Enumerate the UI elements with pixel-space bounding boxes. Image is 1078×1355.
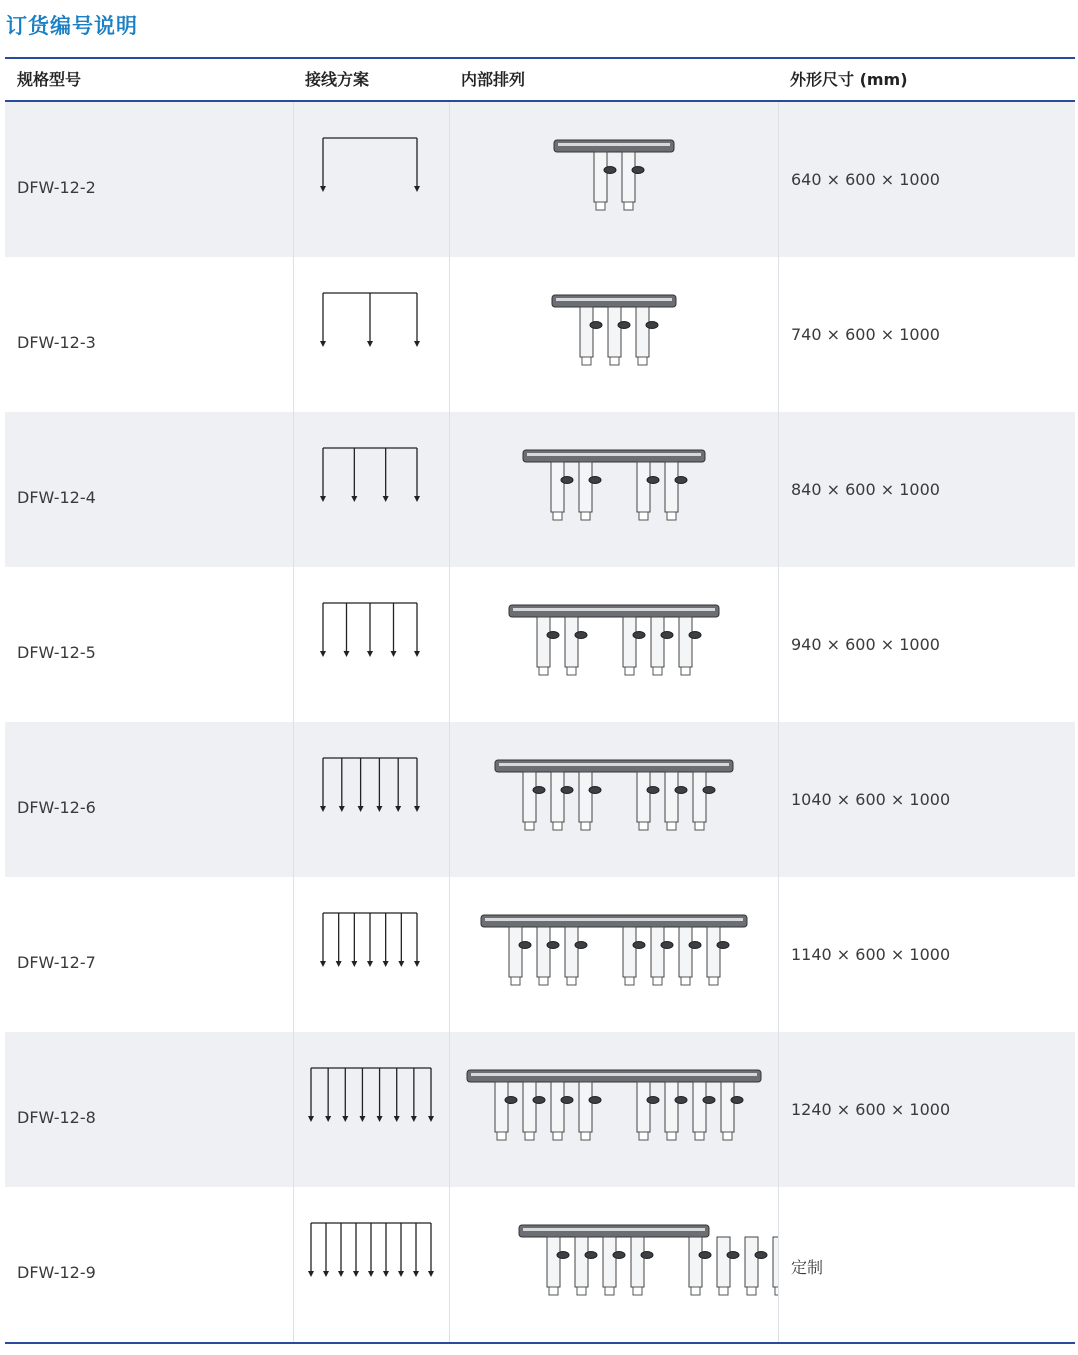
dimensions-cell xyxy=(778,722,1075,877)
bushing-unit xyxy=(495,1082,517,1140)
bushing-unit xyxy=(707,927,729,985)
model-number: DFW-12-8 xyxy=(17,1108,96,1127)
arrow-head-icon xyxy=(308,1271,314,1277)
model-cell xyxy=(5,877,293,1032)
dimensions-cell xyxy=(778,877,1075,1032)
model-cell xyxy=(5,257,293,412)
arrangement-cell xyxy=(449,257,778,412)
bushing-unit xyxy=(679,617,701,675)
internal-arrangement-drawing xyxy=(450,567,779,722)
internal-arrangement-drawing xyxy=(450,1187,779,1342)
arrow-head-icon xyxy=(398,961,404,967)
arrow-head-icon xyxy=(320,186,326,192)
arrow-head-icon xyxy=(377,1116,383,1122)
dimensions-cell xyxy=(778,1032,1075,1187)
bushing-unit xyxy=(594,152,616,210)
bushing-unit xyxy=(636,307,658,365)
wiring-diagram xyxy=(294,877,450,1032)
arrangement-cell xyxy=(449,722,778,877)
arrow-head-icon xyxy=(414,806,420,812)
arrow-head-icon xyxy=(395,806,401,812)
bushing-unit xyxy=(665,772,687,830)
model-number: DFW-12-6 xyxy=(17,798,96,817)
internal-arrangement-drawing xyxy=(450,257,779,412)
wiring-diagram xyxy=(294,1187,450,1342)
header-arrangement: 内部排列 xyxy=(461,70,526,89)
header-dimensions: 外形尺寸 (mm) xyxy=(790,70,908,89)
arrow-head-icon xyxy=(339,806,345,812)
wiring-diagram xyxy=(294,102,450,257)
table-row xyxy=(5,102,1075,257)
bushing-unit xyxy=(579,462,601,520)
bushing-unit xyxy=(623,617,645,675)
bushing-unit xyxy=(603,1237,625,1295)
table-header xyxy=(5,57,1075,102)
bushing-unit xyxy=(745,1237,767,1295)
arrow-head-icon xyxy=(320,651,326,657)
arrow-head-icon xyxy=(367,651,373,657)
busbar-highlight xyxy=(471,1073,757,1076)
arrow-head-icon xyxy=(320,496,326,502)
model-number: DFW-12-7 xyxy=(17,953,96,972)
table-row xyxy=(5,1187,1075,1342)
dimensions-value: 1140 × 600 × 1000 xyxy=(791,945,951,964)
arrangement-cell xyxy=(449,412,778,567)
table-body xyxy=(5,102,1075,1344)
bushing-unit xyxy=(637,772,659,830)
dimensions-cell xyxy=(778,412,1075,567)
model-cell xyxy=(5,722,293,877)
bushing-unit xyxy=(551,772,573,830)
bushing-unit xyxy=(693,772,715,830)
busbar-highlight xyxy=(485,918,743,921)
busbar-highlight xyxy=(556,298,672,301)
arrow-head-icon xyxy=(320,806,326,812)
internal-arrangement-drawing xyxy=(450,102,779,257)
bushing-unit xyxy=(551,462,573,520)
arrow-head-icon xyxy=(428,1271,434,1277)
bushing-unit xyxy=(523,1082,545,1140)
bushing-unit xyxy=(721,1082,743,1140)
arrow-head-icon xyxy=(414,961,420,967)
model-cell xyxy=(5,1032,293,1187)
bushing-unit xyxy=(579,772,601,830)
arrow-head-icon xyxy=(358,806,364,812)
arrow-head-icon xyxy=(413,1271,419,1277)
arrow-head-icon xyxy=(325,1116,331,1122)
arrow-head-icon xyxy=(414,651,420,657)
dimensions-cell xyxy=(778,567,1075,722)
wiring-diagram xyxy=(294,412,450,567)
bushing-unit xyxy=(565,927,587,985)
model-number: DFW-12-5 xyxy=(17,643,96,662)
arrow-head-icon xyxy=(353,1271,359,1277)
wiring-cell xyxy=(293,877,449,1032)
arrow-head-icon xyxy=(383,496,389,502)
arrangement-cell xyxy=(449,567,778,722)
bushing-unit xyxy=(622,152,644,210)
wiring-cell xyxy=(293,1032,449,1187)
header-wiring: 接线方案 xyxy=(305,70,370,89)
dimensions-value: 1240 × 600 × 1000 xyxy=(791,1100,951,1119)
order-number-table xyxy=(5,57,1075,1344)
model-cell xyxy=(5,567,293,722)
bushing-unit xyxy=(580,307,602,365)
arrow-head-icon xyxy=(394,1116,400,1122)
arrangement-cell xyxy=(449,102,778,257)
bushing-unit xyxy=(631,1237,653,1295)
arrow-head-icon xyxy=(414,341,420,347)
arrow-head-icon xyxy=(414,496,420,502)
arrow-head-icon xyxy=(336,961,342,967)
bushing-unit xyxy=(579,1082,601,1140)
internal-arrangement-drawing xyxy=(450,877,779,1032)
dimensions-cell xyxy=(778,1187,1075,1342)
arrow-head-icon xyxy=(411,1116,417,1122)
wiring-cell xyxy=(293,567,449,722)
table-row xyxy=(5,722,1075,877)
busbar-highlight xyxy=(558,143,670,146)
bushing-unit xyxy=(651,927,673,985)
busbar-highlight xyxy=(513,608,715,611)
arrow-head-icon xyxy=(367,341,373,347)
dimensions-value: 定制 xyxy=(791,1258,824,1277)
bushing-unit xyxy=(651,617,673,675)
wiring-cell xyxy=(293,1187,449,1342)
table-row xyxy=(5,877,1075,1032)
model-number: DFW-12-4 xyxy=(17,488,96,507)
internal-arrangement-drawing xyxy=(450,722,779,877)
wiring-diagram xyxy=(294,722,450,877)
bushing-unit xyxy=(665,462,687,520)
wiring-cell xyxy=(293,257,449,412)
arrow-head-icon xyxy=(342,1116,348,1122)
bushing-unit xyxy=(717,1237,739,1295)
wiring-diagram xyxy=(294,567,450,722)
dimensions-cell xyxy=(778,102,1075,257)
dimensions-value: 740 × 600 × 1000 xyxy=(791,325,940,344)
bushing-unit xyxy=(689,1237,711,1295)
bushing-unit xyxy=(693,1082,715,1140)
busbar-highlight xyxy=(523,1228,705,1231)
arrangement-cell xyxy=(449,1187,778,1342)
bushing-unit xyxy=(509,927,531,985)
internal-arrangement-drawing xyxy=(450,1032,779,1187)
model-number: DFW-12-3 xyxy=(17,333,96,352)
arrow-head-icon xyxy=(323,1271,329,1277)
bushing-unit xyxy=(665,1082,687,1140)
wiring-cell xyxy=(293,102,449,257)
arrangement-cell xyxy=(449,877,778,1032)
arrow-head-icon xyxy=(351,496,357,502)
arrow-head-icon xyxy=(398,1271,404,1277)
bushing-unit xyxy=(623,927,645,985)
bushing-unit xyxy=(551,1082,573,1140)
busbar-highlight xyxy=(527,453,701,456)
arrow-head-icon xyxy=(376,806,382,812)
table-row xyxy=(5,567,1075,722)
arrow-head-icon xyxy=(367,961,373,967)
header-model: 规格型号 xyxy=(17,70,82,89)
bushing-unit xyxy=(608,307,630,365)
bushing-unit xyxy=(575,1237,597,1295)
busbar-highlight xyxy=(499,763,729,766)
table-row xyxy=(5,412,1075,567)
table-row xyxy=(5,257,1075,412)
bushing-unit xyxy=(537,927,559,985)
arrangement-cell xyxy=(449,1032,778,1187)
arrow-head-icon xyxy=(428,1116,434,1122)
page-title: 订货编号说明 xyxy=(6,14,138,38)
dimensions-value: 640 × 600 × 1000 xyxy=(791,170,940,189)
arrow-head-icon xyxy=(368,1271,374,1277)
bushing-unit xyxy=(637,1082,659,1140)
arrow-head-icon xyxy=(391,651,397,657)
wiring-cell xyxy=(293,412,449,567)
bushing-unit xyxy=(537,617,559,675)
arrow-head-icon xyxy=(308,1116,314,1122)
dimensions-value: 940 × 600 × 1000 xyxy=(791,635,940,654)
dimensions-cell xyxy=(778,257,1075,412)
bushing-unit xyxy=(523,772,545,830)
arrow-head-icon xyxy=(344,651,350,657)
bushing-unit xyxy=(637,462,659,520)
internal-arrangement-drawing xyxy=(450,412,779,567)
wiring-diagram xyxy=(294,257,450,412)
arrow-head-icon xyxy=(359,1116,365,1122)
model-cell xyxy=(5,1187,293,1342)
arrow-head-icon xyxy=(320,961,326,967)
dimensions-value: 1040 × 600 × 1000 xyxy=(791,790,951,809)
arrow-head-icon xyxy=(383,961,389,967)
bushing-unit xyxy=(679,927,701,985)
wiring-diagram xyxy=(294,1032,450,1187)
arrow-head-icon xyxy=(351,961,357,967)
model-cell xyxy=(5,412,293,567)
arrow-head-icon xyxy=(320,341,326,347)
bushing-unit xyxy=(547,1237,569,1295)
table-row xyxy=(5,1032,1075,1187)
dimensions-value: 840 × 600 × 1000 xyxy=(791,480,940,499)
model-number: DFW-12-9 xyxy=(17,1263,96,1282)
wiring-cell xyxy=(293,722,449,877)
model-number: DFW-12-2 xyxy=(17,178,96,197)
arrow-head-icon xyxy=(338,1271,344,1277)
bushing-unit xyxy=(565,617,587,675)
arrow-head-icon xyxy=(414,186,420,192)
model-cell xyxy=(5,102,293,257)
arrow-head-icon xyxy=(383,1271,389,1277)
